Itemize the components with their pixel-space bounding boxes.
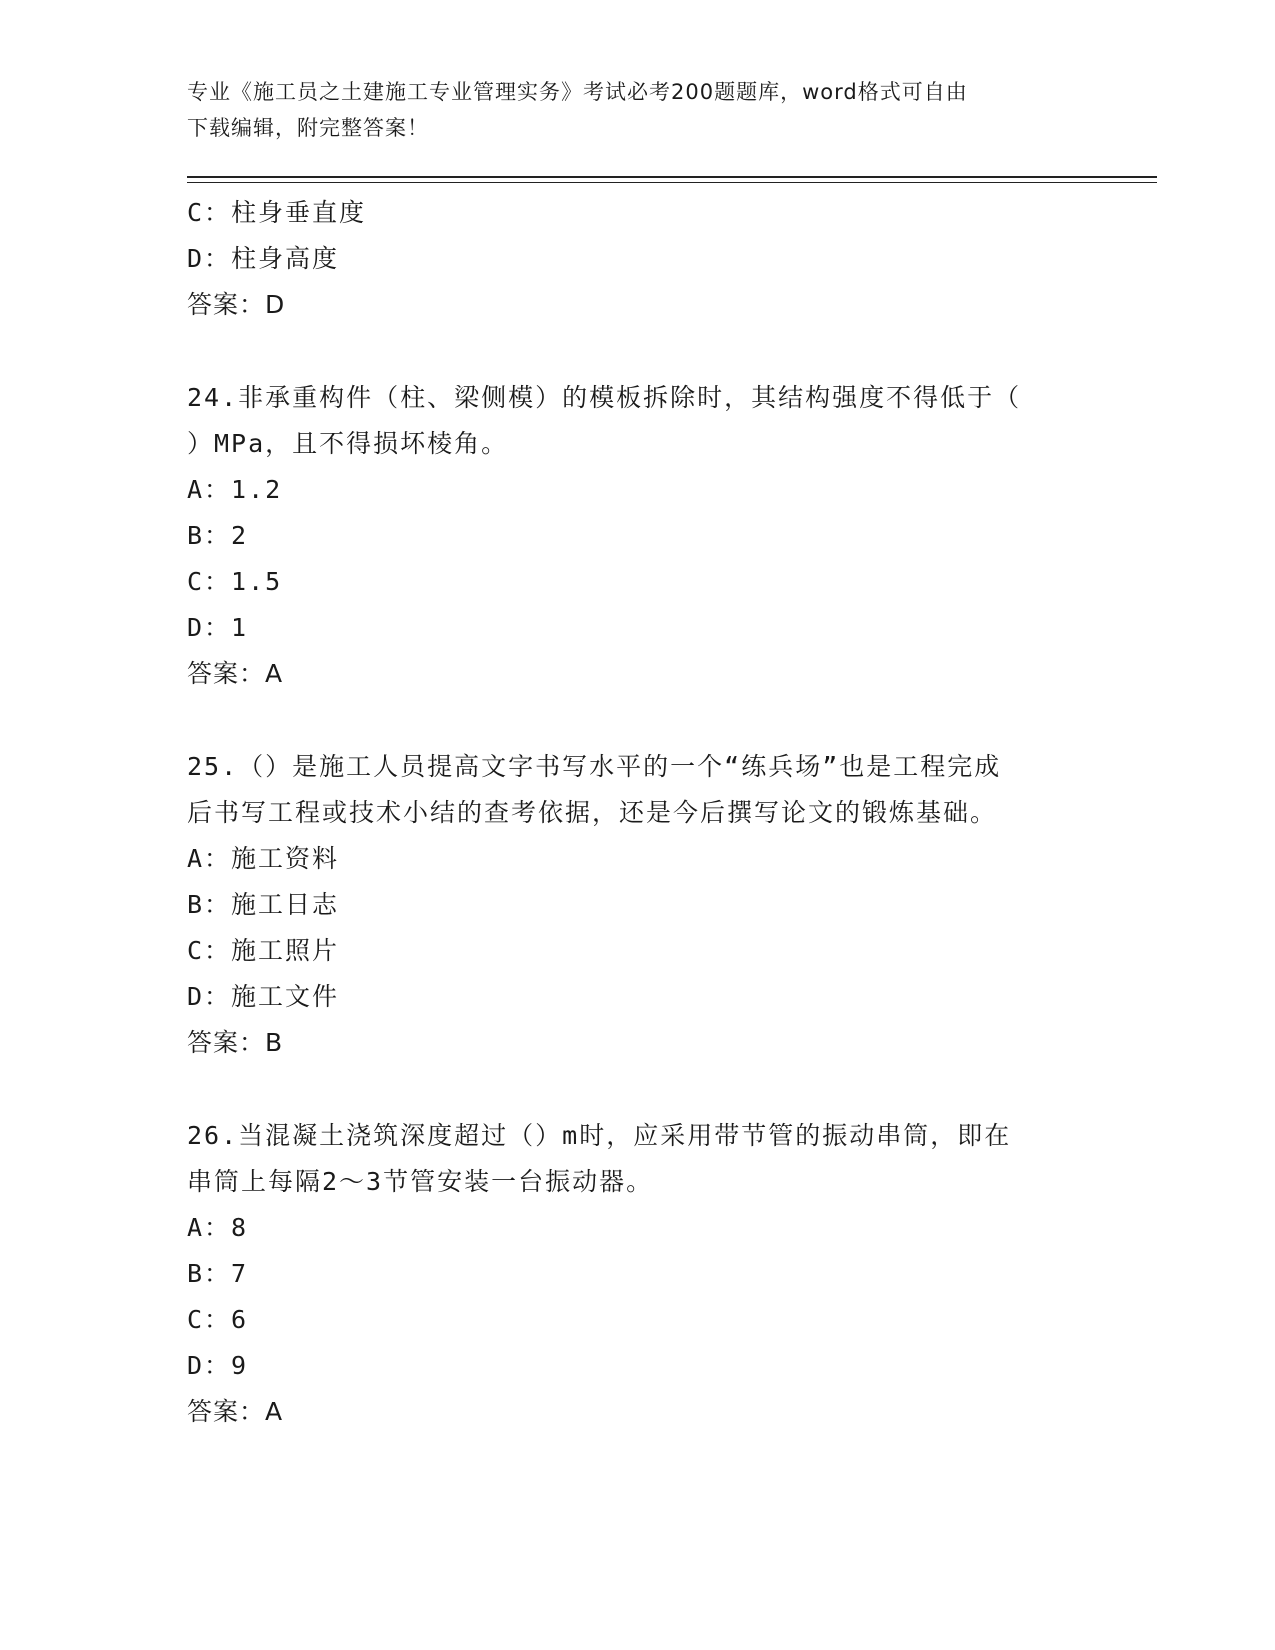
spacer — [187, 1066, 1087, 1113]
option-c: C：6 — [187, 1305, 249, 1334]
answer-label: 答案：A — [187, 1397, 284, 1426]
question-stem-line-2: ）MPa，且不得损坏棱角。 — [187, 429, 509, 458]
option-c: C：1.5 — [187, 567, 283, 596]
spacer — [187, 697, 1087, 744]
option-a: A：8 — [187, 1213, 249, 1242]
option-a: A：施工资料 — [187, 844, 340, 873]
question-list — [187, 190, 1087, 1435]
answer-label: 答案：A — [187, 659, 284, 688]
option-d: D：施工文件 — [187, 982, 340, 1011]
spacer — [187, 328, 1087, 375]
header-divider-thin — [187, 182, 1157, 183]
option-d: D：1 — [187, 613, 249, 642]
header-line-1: 专业《施工员之土建施工专业管理实务》考试必考200题题库，word格式可自由 — [187, 80, 968, 104]
option-b: B：2 — [187, 521, 249, 550]
option-b: B：7 — [187, 1259, 249, 1288]
option-a: A：1.2 — [187, 475, 283, 504]
question-24 — [187, 375, 1087, 697]
question-stem-line-1: 25.（）是施工人员提高文字书写水平的一个“练兵场”也是工程完成 — [187, 752, 1002, 781]
question-stem-line-2: 后书写工程或技术小结的查考依据，还是今后撰写论文的锻炼基础。 — [187, 798, 998, 827]
option-d: D：柱身高度 — [187, 244, 340, 273]
question-stem-line-1: 26.当混凝土浇筑深度超过（）m时，应采用带节管的振动串筒，即在 — [187, 1121, 1012, 1150]
header-divider-thick — [187, 176, 1157, 178]
previous-question-tail — [187, 190, 1087, 328]
header-line-2: 下载编辑，附完整答案！ — [187, 116, 429, 140]
question-25 — [187, 744, 1087, 1066]
question-stem-line-2: 串筒上每隔2～3节管安装一台振动器。 — [187, 1167, 654, 1196]
answer-label: 答案：B — [187, 1028, 284, 1057]
answer-label: 答案：D — [187, 290, 286, 319]
option-c: C：柱身垂直度 — [187, 198, 367, 227]
question-stem-line-1: 24.非承重构件（柱、梁侧模）的模板拆除时，其结构强度不得低于（ — [187, 383, 1022, 412]
option-d: D：9 — [187, 1351, 249, 1380]
question-26 — [187, 1113, 1087, 1435]
option-c: C：施工照片 — [187, 936, 340, 965]
document-header — [187, 74, 1077, 146]
option-b: B：施工日志 — [187, 890, 340, 919]
